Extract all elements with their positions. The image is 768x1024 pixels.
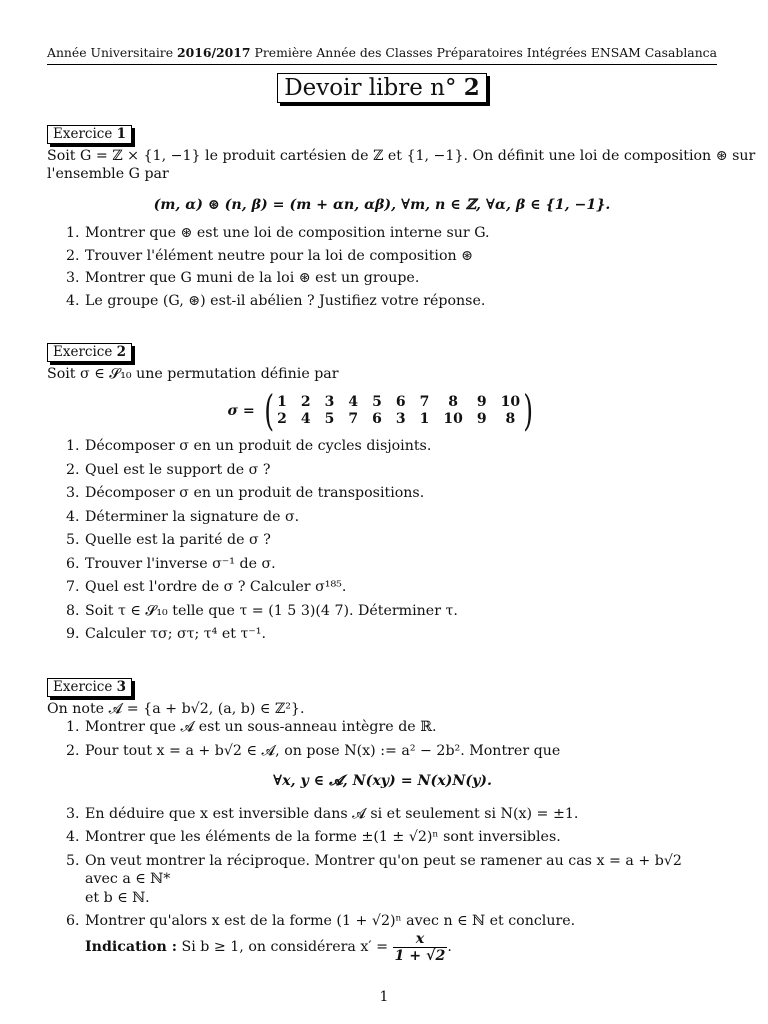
permutation-matrix xyxy=(227,386,536,436)
exercise-1-intro-cont: l'ensemble G par xyxy=(47,166,169,183)
perm-bottom-cell: 9 xyxy=(476,411,487,428)
list-item: 1. Décomposer σ en un produit de cycles disjoints. xyxy=(84,437,717,455)
perm-top-cell: 3 xyxy=(324,394,335,411)
exercise-1 xyxy=(47,125,756,310)
perm-bottom-cell: 3 xyxy=(395,411,406,428)
perm-bottom-cell: 5 xyxy=(324,411,335,428)
perm-bottom-cell: 10 xyxy=(443,411,463,428)
page-number: 1 xyxy=(379,989,389,1005)
title-wrap xyxy=(47,73,717,107)
fraction-denominator: 1 + √2 xyxy=(394,947,446,964)
list-item: 5. Quelle est la parité de σ ? xyxy=(84,531,717,549)
list-item: 8. Soit τ ∈ 𝓢₁₀ telle que τ = (1 5 3)(4 7). Déterminer τ. xyxy=(84,602,717,620)
left-paren: ( xyxy=(264,386,274,436)
header-program: Première Année des Classes Préparatoires Intégrées xyxy=(254,45,587,60)
norm-formula: ∀x, y ∈ 𝓐, N(xy) = N(x)N(y). xyxy=(273,773,492,790)
permutation-lhs: σ = xyxy=(227,403,255,420)
exercise-1-formula: (m, α) ⊛ (n, β) = (m + αn, αβ), ∀m, n ∈ ℤ, ∀α, β ∈ {1, −1}. xyxy=(153,196,611,213)
list-item: 4. Déterminer la signature de σ. xyxy=(84,508,717,526)
perm-top-cell: 4 xyxy=(348,394,359,411)
exercise-3-intro: On note 𝓐 = {a + b√2, (a, b) ∈ ℤ²}. xyxy=(47,701,305,717)
header-school: ENSAM Casablanca xyxy=(590,45,717,60)
hint-fraction xyxy=(393,931,448,964)
perm-top-cell: 7 xyxy=(419,394,430,411)
header-academic-year: Année Universitaire 2016/2017 xyxy=(47,45,251,60)
question-text: Pour tout x = a + b√2 ∈ 𝓐, on pose N(x) := a² − 2b². Montrer que xyxy=(85,742,561,759)
perm-top-cell: 6 xyxy=(395,394,406,411)
list-item: 4. Le groupe (G, ⊛) est-il abélien ? Justifiez votre réponse. xyxy=(84,292,717,310)
list-item: 6. Trouver l'inverse σ⁻¹ de σ. xyxy=(84,555,717,573)
list-item: 1. Montrer que ⊛ est une loi de composition interne sur G. xyxy=(84,224,717,242)
list-item: 2. Trouver l'élément neutre pour la loi de composition ⊛ xyxy=(84,247,717,265)
list-item: 2. Quel est le support de σ ? xyxy=(84,461,717,479)
list-item: 9. Calculer τσ; στ; τ⁴ et τ⁻¹. xyxy=(84,625,717,643)
perm-bottom-cell: 1 xyxy=(419,411,430,428)
list-item: 7. Quel est l'ordre de σ ? Calculer σ¹⁸⁵. xyxy=(84,578,717,596)
exercise-1-intro: Soit G = ℤ × {1, −1} le produit cartésien de ℤ et {1, −1}. On définit une loi de composition ⊛ sur xyxy=(47,148,756,164)
exercise-1-questions xyxy=(47,224,717,310)
permutation-display xyxy=(47,386,717,436)
question-text: On veut montrer la réciproque. Montrer qu'on peut se ramener au cas x = a + b√2 avec a ∈ ℕ* xyxy=(85,852,682,888)
list-item xyxy=(84,912,717,963)
exercise-3 xyxy=(47,678,717,964)
perm-top-cell: 1 xyxy=(277,394,287,411)
perm-bottom-cell: 8 xyxy=(505,411,516,428)
question-text-cont: et b ∈ ℕ. xyxy=(85,889,150,906)
exercise-3-label: Exercice 3 xyxy=(47,678,132,697)
perm-top-cell: 9 xyxy=(476,394,487,411)
exercise-2-questions xyxy=(47,437,717,643)
perm-top-cell: 2 xyxy=(300,394,311,411)
hint-end: . xyxy=(447,938,452,955)
list-item: 4. Montrer que les éléments de la forme ±(1 ± √2)ⁿ sont inversibles. xyxy=(84,828,717,846)
list-item: 3. Montrer que G muni de la loi ⊛ est un groupe. xyxy=(84,269,717,287)
list-item xyxy=(84,742,717,791)
perm-top-cell: 5 xyxy=(372,394,382,411)
perm-top-cell: 8 xyxy=(448,394,459,411)
perm-top-cell: 10 xyxy=(500,394,521,411)
exercise-2 xyxy=(47,343,717,644)
list-item xyxy=(84,852,717,907)
exercise-2-intro: Soit σ ∈ 𝓢₁₀ une permutation définie par xyxy=(47,366,339,382)
document-page xyxy=(47,45,756,964)
exercise-2-label: Exercice 2 xyxy=(47,343,132,362)
perm-bottom-cell: 7 xyxy=(348,411,359,428)
question-text: Montrer qu'alors x est de la forme (1 + √2)ⁿ avec n ∈ ℕ et conclure. xyxy=(85,913,576,930)
page-header xyxy=(47,45,717,65)
hint-label: Indication : xyxy=(85,938,177,955)
exercise-3-questions xyxy=(47,718,717,963)
perm-bottom-cell: 6 xyxy=(372,411,382,428)
document-title: Devoir libre n° 2 xyxy=(277,73,487,103)
fraction-numerator: x xyxy=(415,930,425,947)
hint xyxy=(85,931,452,964)
perm-bottom-cell: 4 xyxy=(300,411,311,428)
hint-text: Si b ≥ 1, on considérera x′ = xyxy=(181,938,388,955)
right-paren: ) xyxy=(523,386,534,436)
perm-bottom-cell: 2 xyxy=(277,411,287,428)
list-item: 3. En déduire que x est inversible dans 𝓐 si et seulement si N(x) = ±1. xyxy=(84,805,717,823)
list-item: 3. Décomposer σ en un produit de transpositions. xyxy=(84,484,717,502)
exercise-1-label: Exercice 1 xyxy=(47,125,132,144)
permutation-grid xyxy=(277,394,520,428)
list-item: 1. Montrer que 𝓐 est un sous-anneau intègre de ℝ. xyxy=(84,718,717,736)
